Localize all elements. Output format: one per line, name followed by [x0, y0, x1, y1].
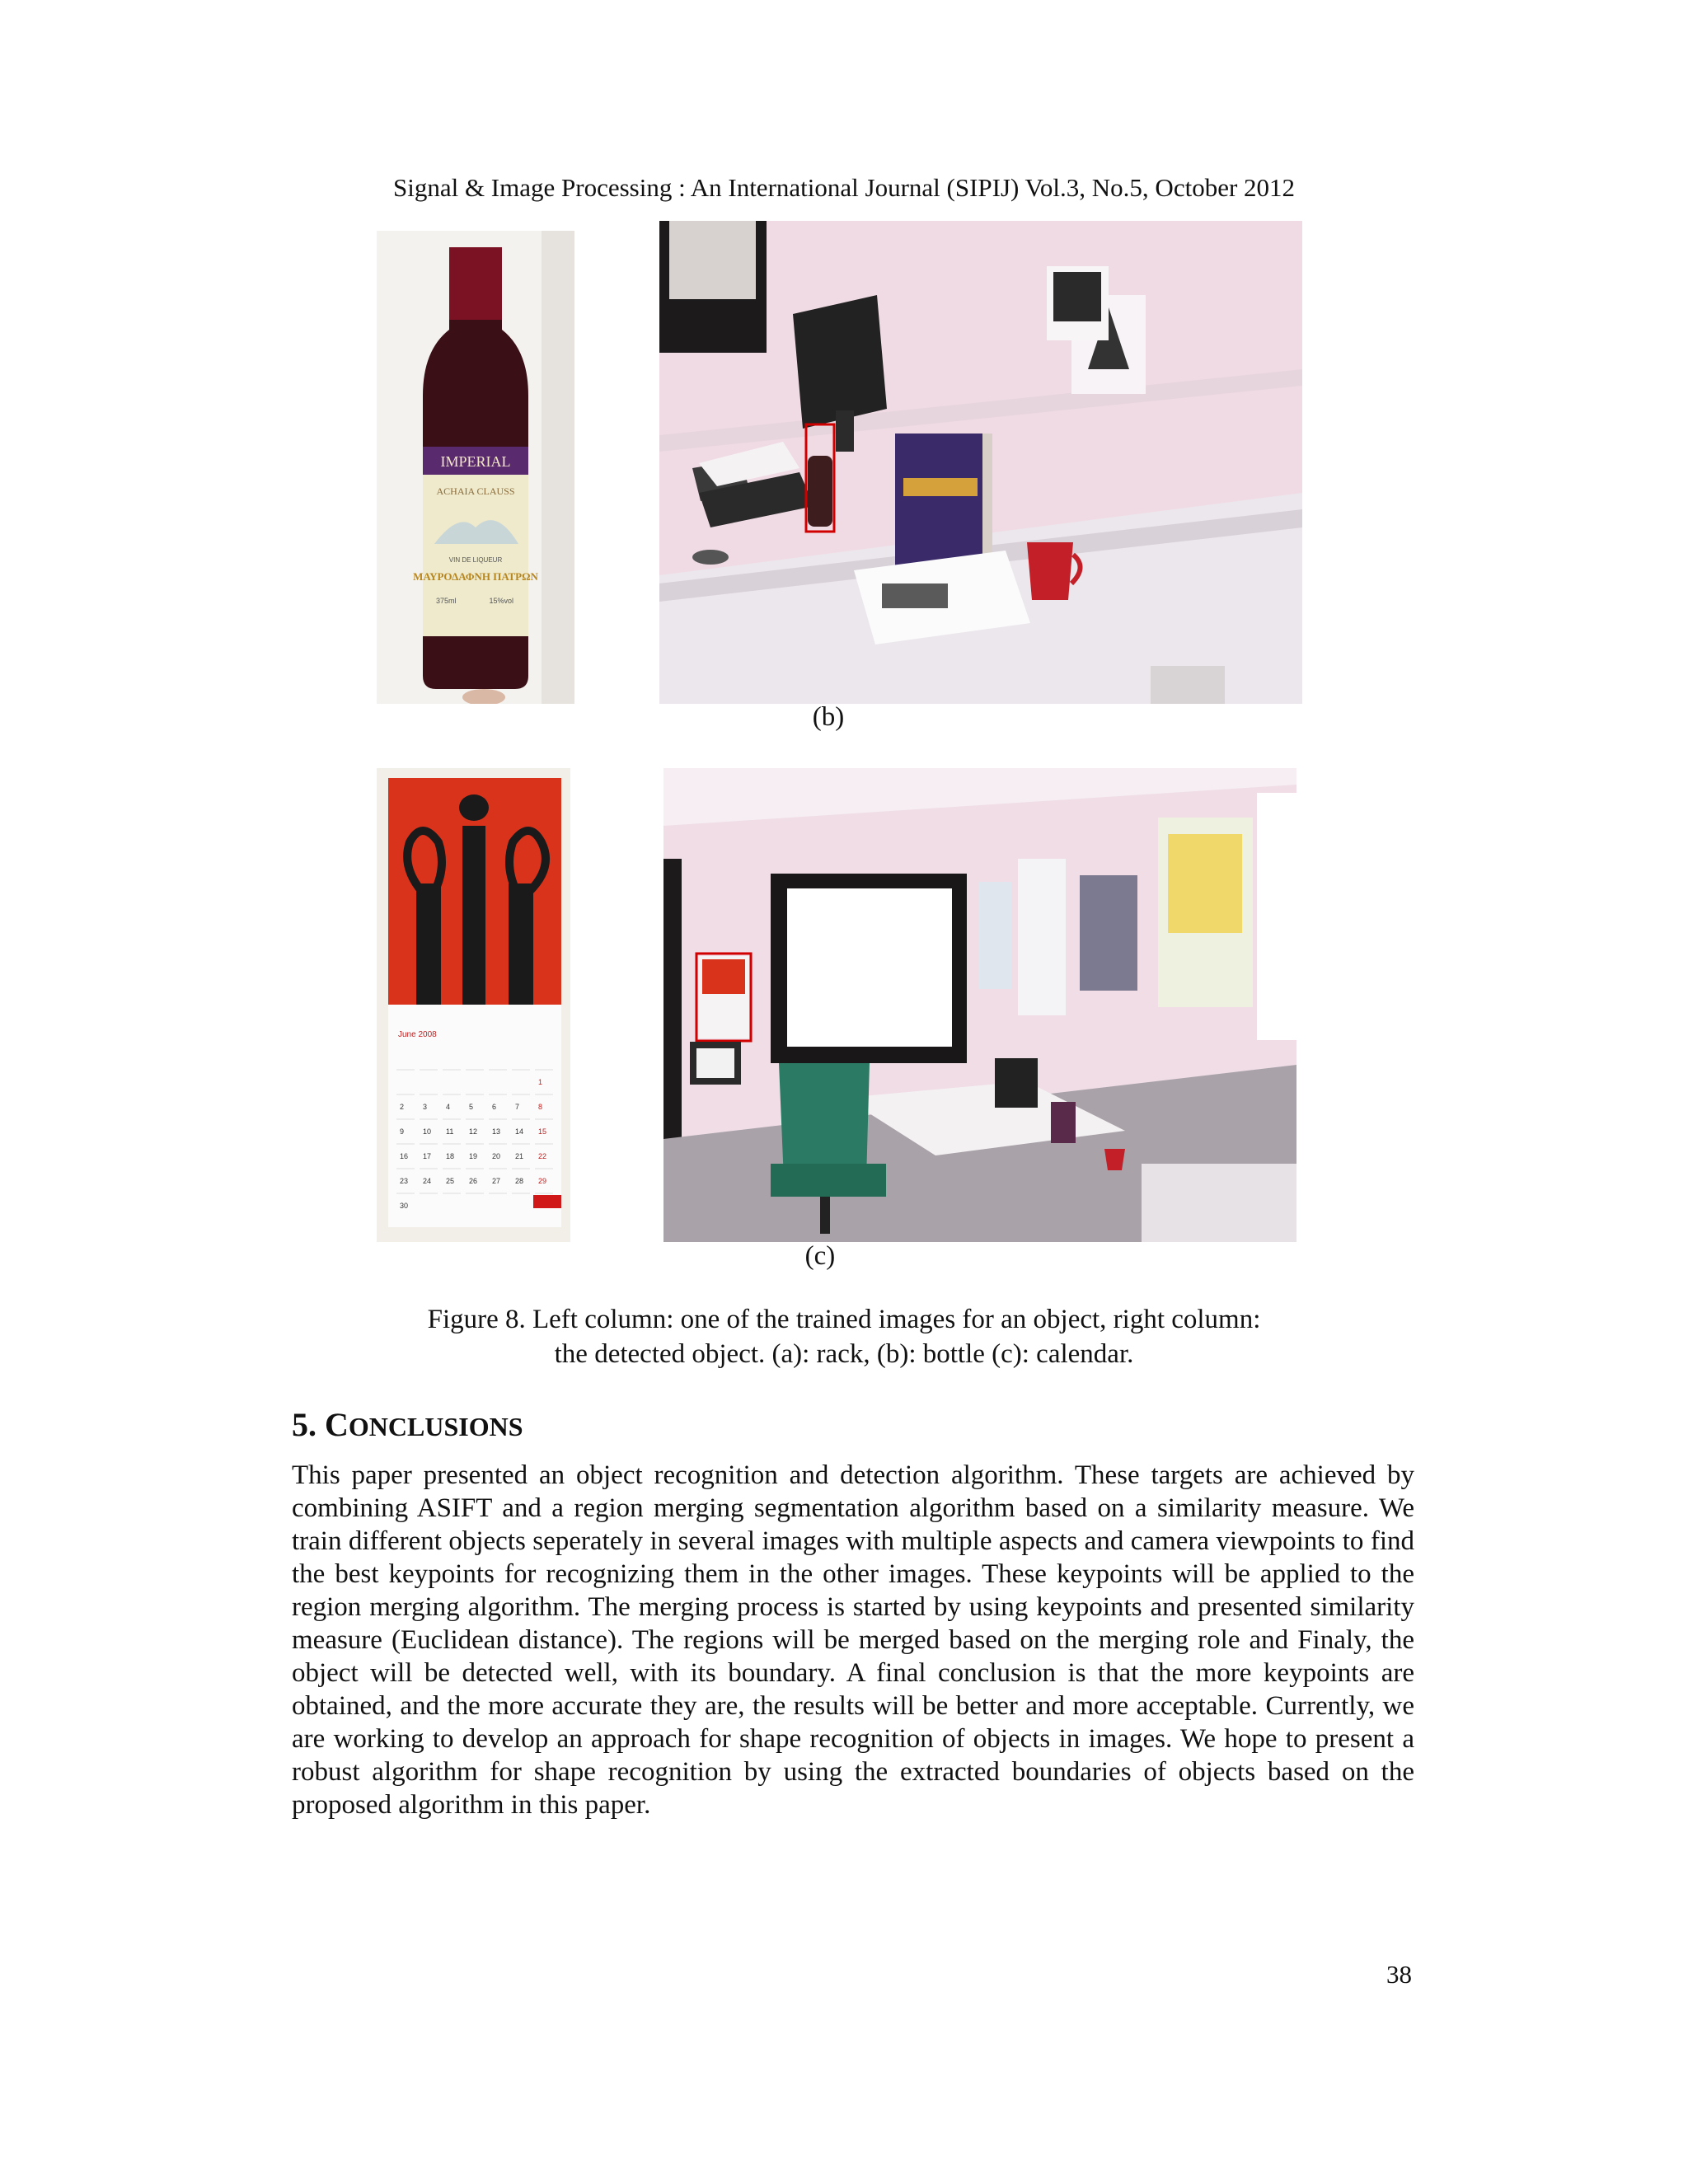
calendar-detection-image	[663, 768, 1296, 1242]
figure-caption	[0, 1302, 1688, 1371]
calendar-day: 5	[469, 1103, 474, 1111]
subcaption-b: (b)	[812, 702, 845, 732]
bottle-training-image	[377, 231, 574, 704]
calendar-day: 22	[538, 1152, 547, 1160]
calendar-day: 17	[423, 1152, 432, 1160]
calendar-day: 8	[538, 1103, 543, 1111]
section-heading	[292, 1405, 523, 1444]
calendar-day: 3	[423, 1103, 428, 1111]
calendar-day: 21	[515, 1152, 524, 1160]
bottle-detection-image	[659, 221, 1302, 704]
bottle-type-text: VIN DE LIQUEUR	[448, 556, 503, 564]
calendar-day: 4	[446, 1103, 451, 1111]
calendar-day: 19	[469, 1152, 478, 1160]
calendar-day: 7	[515, 1103, 520, 1111]
bottle-maker-text: ACHAIA CLAUSS	[436, 485, 515, 497]
calendar-day: 18	[446, 1152, 455, 1160]
bottle-abv-text: 15%vol	[489, 597, 513, 605]
subcaption-c: (c)	[804, 1241, 836, 1271]
calendar-day: 23	[400, 1177, 409, 1185]
calendar-day: 24	[423, 1177, 432, 1185]
section-title-rest: ONCLUSIONS	[348, 1412, 523, 1441]
calendar-day: 30	[400, 1202, 409, 1210]
calendar-day: 13	[492, 1127, 501, 1136]
calendar-month-text: June 2008	[398, 1030, 437, 1039]
bottle-brand-text: IMPERIAL	[440, 453, 511, 470]
calendar-day: 6	[492, 1103, 497, 1111]
section-number: 5.	[292, 1406, 325, 1443]
bottle-name-text: ΜΑΥΡΟΔΑΦΝΗ ΠΑΤΡΩΝ	[413, 570, 538, 583]
calendar-day: 12	[469, 1127, 478, 1136]
calendar-training-image	[377, 768, 570, 1242]
calendar-day: 16	[400, 1152, 409, 1160]
conclusions-paragraph: This paper presented an object recognition and detection algorithm. These targets are achieved by combining ASIFT and a region merging segmentation algorithm based on a similarity measure. We train different objects seperately in several images with multiple aspects and camera viewpoints to find the best keypoints for recognizing them in the other images. These keypoints will be applied to the region merging algorithm. The merging process is started by using keypoints and presented similarity measure (Euclidean distance). The regions will be merged based on the merging role and Finaly, the object will be detected well, with its boundary. A final conclusion is that the more keypoints are obtained, and the more accurate they are, the results will be better and more acceptable. Currently, we are working to develop an approach for shape recognition of objects in images. We hope to present a robust algorithm for shape recognition by using the extracted boundaries of objects based on the proposed algorithm in this paper.	[292, 1460, 1414, 1820]
figure-caption-line-2: the detected object. (a): rack, (b): bottle (c): calendar.	[554, 1339, 1134, 1369]
calendar-day: 1	[538, 1078, 543, 1086]
calendar-day: 2	[400, 1103, 405, 1111]
calendar-day: 28	[515, 1177, 524, 1185]
section-title-initial: C	[325, 1406, 349, 1443]
calendar-day: 9	[400, 1127, 405, 1136]
calendar-day: 10	[423, 1127, 432, 1136]
calendar-day: 14	[515, 1127, 524, 1136]
calendar-day: 25	[446, 1177, 455, 1185]
figure-caption-line-1: Figure 8. Left column: one of the trained images for an object, right column:	[427, 1305, 1261, 1334]
calendar-day: 29	[538, 1177, 547, 1185]
calendar-day: 11	[446, 1127, 454, 1136]
page-number: 38	[1386, 1960, 1412, 1989]
calendar-day: 15	[538, 1127, 547, 1136]
running-header: Signal & Image Processing : An International Journal (SIPIJ) Vol.3, No.5, October 2012	[392, 173, 1296, 202]
calendar-day: 27	[492, 1177, 501, 1185]
bottle-volume-text: 375ml	[436, 597, 457, 605]
calendar-day: 20	[492, 1152, 501, 1160]
calendar-day: 26	[469, 1177, 478, 1185]
